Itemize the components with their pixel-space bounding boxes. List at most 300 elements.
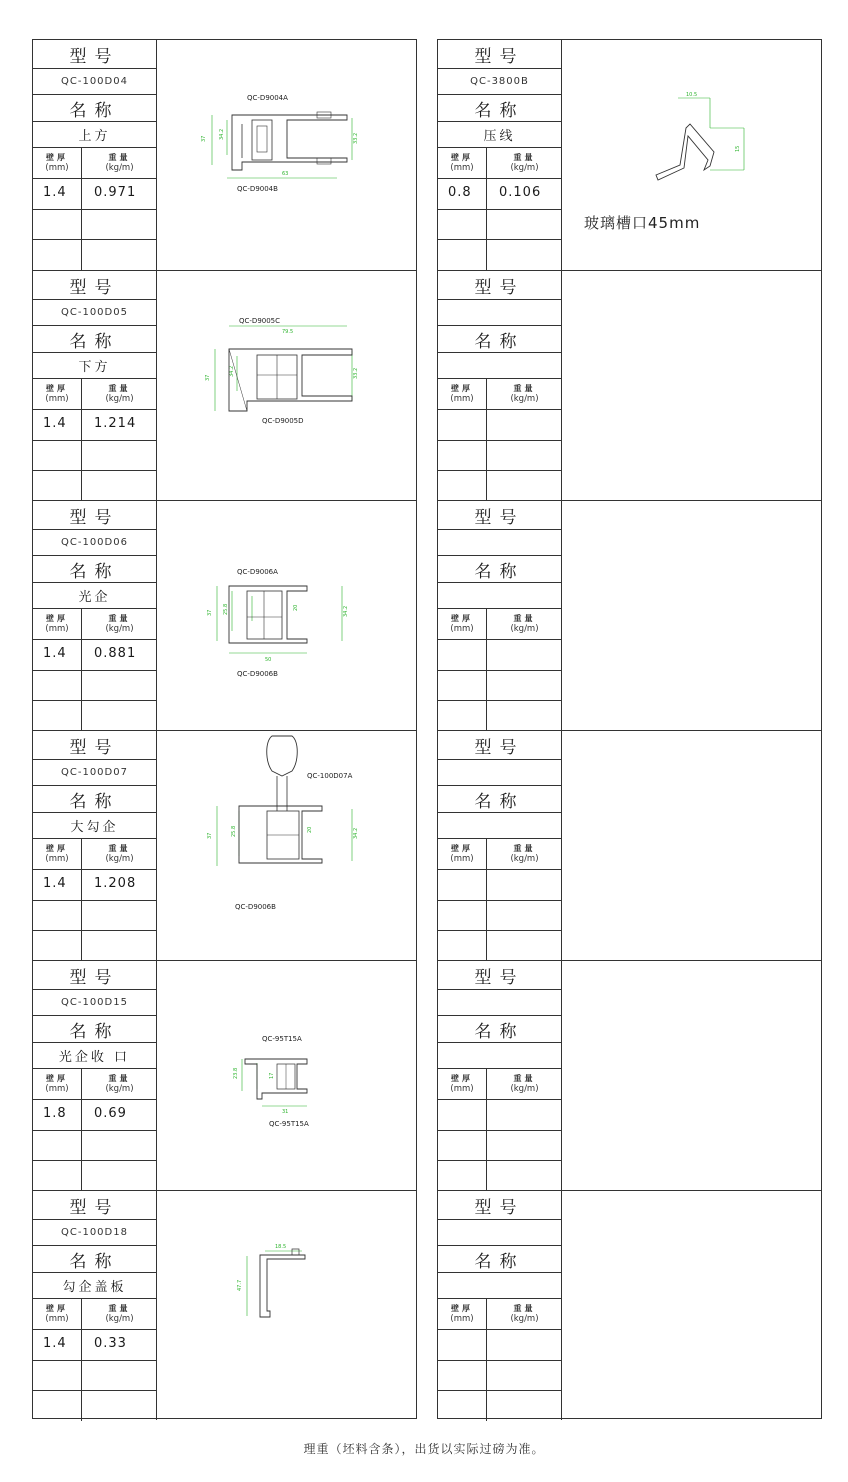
spec-empty-row [33,901,156,931]
name-label: 名称 [474,561,525,582]
thickness-cell [438,1069,487,1099]
spec-column [438,1191,562,1420]
thickness-header [33,383,81,405]
weight-title: 重量 [108,1074,131,1083]
thickness-unit: (mm) [45,1314,69,1324]
thickness-title: 壁厚 [451,844,473,853]
name-label: 名称 [69,791,120,812]
svg-text:34.2: 34.2 [343,605,349,617]
name-label-cell [438,556,561,583]
weight-cell [82,1361,157,1390]
thickness-title: 壁厚 [46,153,68,162]
weight-cell [82,931,157,961]
profile-drawing [562,271,821,500]
model-number: QC-3800B [470,76,529,87]
spec-column [438,501,562,730]
profile-cross-section [157,961,416,1190]
thickness-unit: (mm) [450,394,474,404]
weight-header [82,1303,157,1325]
thickness-header [438,613,486,635]
type-label-cell [33,501,156,530]
type-label-cell [438,501,561,530]
svg-text:17: 17 [269,1072,275,1079]
spec-empty-row [33,671,156,701]
weight-cell [82,1299,157,1329]
thickness-header [33,613,81,635]
name-label-cell [438,326,561,353]
svg-text:31: 31 [282,1109,289,1115]
thickness-cell [33,1361,82,1390]
weight-header [487,1303,562,1325]
profile-cross-section [157,40,416,269]
svg-text:10.5: 10.5 [686,92,698,98]
spec-empty-row [438,1391,561,1421]
thickness-title: 壁厚 [451,614,473,623]
thickness-cell [438,1299,487,1329]
profile-code-label: QC-D9006B [237,670,278,678]
thickness-cell [33,379,82,409]
name-label: 名称 [474,331,525,352]
weight-title: 重量 [513,1304,536,1313]
thickness-cell [33,471,82,501]
name-label: 名称 [69,561,120,582]
product-name-cell [438,122,561,148]
spec-empty-row [33,1391,156,1421]
name-label: 名称 [69,1021,120,1042]
profile-drawing [157,961,416,1190]
weight-cell [487,410,562,440]
weight-cell [82,839,157,869]
spec-empty-row [33,1131,156,1161]
thickness-header [33,1073,81,1095]
model-number: QC-100D06 [61,537,128,548]
product-name-cell [438,353,561,379]
type-label: 型号 [474,967,525,988]
thickness-cell [438,1161,487,1191]
left-product-card [33,500,416,730]
spec-value-row [438,410,561,441]
weight-value: 1.208 [94,876,137,891]
left-catalog-panel [32,39,417,1419]
spec-empty-row [33,441,156,471]
thickness-cell [33,179,82,209]
svg-text:23.8: 23.8 [233,1067,239,1079]
weight-cell [82,901,157,930]
weight-title: 重量 [108,384,131,393]
thickness-cell [33,410,82,440]
spec-header-row [438,1299,561,1330]
weight-cell [487,379,562,409]
thickness-title: 壁厚 [46,614,68,623]
thickness-cell [438,839,487,869]
spec-column [33,731,157,960]
spec-empty-row [438,1161,561,1191]
type-label: 型号 [474,277,525,298]
spec-header-row [438,148,561,179]
thickness-cell [33,931,82,961]
left-product-card [33,1190,416,1420]
thickness-header [438,843,486,865]
thickness-title: 壁厚 [451,1074,473,1083]
weight-title: 重量 [513,844,536,853]
svg-text:25.8: 25.8 [223,603,229,615]
profile-drawing [157,40,416,270]
thickness-header [33,843,81,865]
spec-value-row [438,1330,561,1361]
weight-cell [487,640,562,670]
weight-header [487,383,562,405]
weight-cell [82,701,157,731]
product-name-cell [33,813,156,839]
type-label: 型号 [69,46,120,67]
left-product-card [33,730,416,960]
profile-drawing [157,271,416,500]
svg-text:50: 50 [265,657,272,663]
weight-cell [487,1391,562,1421]
spec-header-row [438,1069,561,1100]
right-product-card [438,730,821,960]
profile-drawing [157,731,416,960]
left-product-card [33,960,416,1190]
thickness-unit: (mm) [45,854,69,864]
weight-header [487,1073,562,1095]
thickness-unit: (mm) [450,1314,474,1324]
thickness-header [33,152,81,174]
model-number-cell [33,1220,156,1246]
svg-text:20: 20 [293,604,299,611]
thickness-cell [438,379,487,409]
glass-groove-note: 玻璃槽口45mm [584,214,701,232]
type-label: 型号 [69,507,120,528]
spec-empty-row [438,901,561,931]
thickness-cell [438,210,487,239]
thickness-cell [33,701,82,731]
thickness-cell [438,1330,487,1360]
product-name: 下方 [78,360,111,375]
thickness-title: 壁厚 [46,1074,68,1083]
weight-header [82,843,157,865]
weight-title: 重量 [513,614,536,623]
weight-cell [487,1131,562,1160]
weight-cell [487,148,562,178]
thickness-cell [438,179,487,209]
thickness-cell [438,410,487,440]
weight-cell [487,870,562,900]
model-number-cell [438,990,561,1016]
name-label-cell [33,556,156,583]
spec-value-row [438,640,561,671]
model-number: QC-100D05 [61,307,128,318]
thickness-cell [33,240,82,270]
weight-cell [82,1330,157,1360]
thickness-unit: (mm) [450,854,474,864]
weight-cell [487,1161,562,1191]
spec-empty-row [33,471,156,501]
profile-drawing [562,961,821,1190]
svg-text:37: 37 [205,374,211,381]
spec-value-row [438,179,561,210]
profile-drawing [562,1191,821,1420]
thickness-value: 1.4 [43,646,67,661]
thickness-cell [438,1391,487,1421]
name-label-cell [438,1016,561,1043]
weight-cell [487,210,562,239]
thickness-cell [33,671,82,700]
spec-empty-row [438,931,561,961]
left-product-card [33,40,416,270]
thickness-title: 壁厚 [451,153,473,162]
profile-cross-section [562,40,821,269]
thickness-cell [438,148,487,178]
name-label: 名称 [474,791,525,812]
svg-text:20: 20 [307,826,313,833]
weight-header [82,1073,157,1095]
weight-header [487,613,562,635]
spec-header-row [33,1299,156,1330]
thickness-cell [438,441,487,470]
type-label: 型号 [69,277,120,298]
thickness-value: 1.4 [43,1336,67,1351]
thickness-cell [438,240,487,270]
weight-cell [82,1100,157,1130]
name-label: 名称 [474,1251,525,1272]
spec-header-row [438,379,561,410]
weight-value: 1.214 [94,416,137,431]
type-label: 型号 [69,737,120,758]
thickness-header [33,1303,81,1325]
thickness-cell [33,609,82,639]
profile-code-label: QC-D9004B [237,185,278,193]
weight-cell [82,1069,157,1099]
thickness-value: 0.8 [448,185,472,200]
svg-text:37: 37 [207,832,213,839]
svg-text:79.5: 79.5 [282,329,294,335]
type-label: 型号 [69,1197,120,1218]
name-label-cell [33,786,156,813]
weight-cell [487,931,562,961]
weight-cell [487,1299,562,1329]
weight-cell [487,1100,562,1130]
weight-cell [82,870,157,900]
product-name: 大勾企 [70,820,119,835]
model-number-cell [438,300,561,326]
thickness-title: 壁厚 [451,1304,473,1313]
model-number-cell [33,530,156,556]
spec-column [33,961,157,1190]
spec-empty-row [438,1131,561,1161]
spec-empty-row [438,441,561,471]
product-name-cell [438,1043,561,1069]
thickness-unit: (mm) [450,1084,474,1094]
spec-column [33,40,157,270]
name-label-cell [33,95,156,122]
spec-header-row [33,148,156,179]
model-number-cell [438,69,561,95]
thickness-cell [33,1100,82,1130]
weight-cell [82,1161,157,1191]
spec-empty-row [33,210,156,240]
weight-cell [82,640,157,670]
spec-empty-row [33,1161,156,1191]
spec-column [33,271,157,500]
type-label-cell [438,1191,561,1220]
weight-cell [82,609,157,639]
model-number-cell [33,760,156,786]
product-name-cell [33,1273,156,1299]
profile-code-label: QC-D9006B [235,903,276,911]
weight-value: 0.881 [94,646,137,661]
weight-cell [82,240,157,270]
weight-cell [82,1131,157,1160]
product-name-cell [33,122,156,148]
profile-cross-section [157,1191,416,1420]
weight-header [487,843,562,865]
thickness-cell [438,1131,487,1160]
spec-value-row [438,870,561,901]
spec-header-row [33,609,156,640]
type-label: 型号 [474,507,525,528]
weight-cell [487,471,562,501]
name-label: 名称 [69,1251,120,1272]
weight-cell [487,609,562,639]
thickness-header [438,152,486,174]
weight-unit: (kg/m) [510,1084,539,1094]
weight-cell [487,839,562,869]
thickness-cell [33,1391,82,1421]
thickness-cell [33,640,82,670]
spec-column [438,40,562,270]
weight-cell [82,379,157,409]
spec-column [33,501,157,730]
thickness-cell [438,1100,487,1130]
profile-code-label: QC-D9005D [262,417,304,425]
thickness-cell [33,210,82,239]
weight-header [82,152,157,174]
type-label-cell [438,40,561,69]
weight-cell [82,210,157,239]
name-label: 名称 [69,100,120,121]
weight-cell [82,471,157,501]
model-number-cell [33,69,156,95]
thickness-unit: (mm) [450,163,474,173]
weight-title: 重量 [108,153,131,162]
right-catalog-panel [437,39,822,1419]
weight-cell [487,901,562,930]
thickness-unit: (mm) [45,163,69,173]
thickness-value: 1.4 [43,416,67,431]
product-name-cell [33,1043,156,1069]
type-label-cell [33,1191,156,1220]
weight-title: 重量 [513,153,536,162]
weight-unit: (kg/m) [105,163,134,173]
left-product-card [33,270,416,500]
type-label-cell [438,961,561,990]
thickness-header [438,1073,486,1095]
weight-value: 0.971 [94,185,137,200]
svg-text:18.5: 18.5 [275,1244,287,1250]
profile-code-label: QC-D9005C [239,317,281,325]
spec-value-row [33,640,156,671]
profile-code-label: QC-D9006A [237,568,278,576]
thickness-cell [438,931,487,961]
product-name-cell [33,353,156,379]
thickness-unit: (mm) [450,624,474,634]
weight-cell [82,179,157,209]
right-product-card [438,1190,821,1420]
spec-column [438,271,562,500]
type-label: 型号 [474,1197,525,1218]
product-name: 压线 [483,129,516,144]
thickness-value: 1.4 [43,185,67,200]
product-name-cell [438,1273,561,1299]
name-label-cell [438,786,561,813]
spec-column [438,961,562,1190]
thickness-cell [33,1161,82,1191]
profile-drawing [562,731,821,960]
profile-drawing [562,501,821,730]
model-number-cell [438,530,561,556]
model-number-cell [33,300,156,326]
weight-value: 0.106 [499,185,542,200]
model-number: QC-100D18 [61,1227,128,1238]
weight-cell [487,701,562,731]
model-number: QC-100D15 [61,997,128,1008]
spec-header-row [33,839,156,870]
weight-unit: (kg/m) [105,394,134,404]
thickness-header [438,383,486,405]
name-label-cell [33,326,156,353]
weight-cell [82,441,157,470]
spec-header-row [33,1069,156,1100]
type-label: 型号 [474,46,525,67]
profile-cross-section [157,271,416,500]
model-number: QC-100D07 [61,767,128,778]
thickness-unit: (mm) [45,394,69,404]
weight-cell [487,1330,562,1360]
product-name: 光企 [78,590,111,605]
svg-text:25.8: 25.8 [231,825,237,837]
weight-cell [487,179,562,209]
weight-cell [487,671,562,700]
product-name: 上方 [78,129,111,144]
weight-header [82,383,157,405]
spec-column [438,731,562,960]
spec-empty-row [33,701,156,731]
thickness-title: 壁厚 [451,384,473,393]
weight-unit: (kg/m) [510,854,539,864]
name-label: 名称 [474,100,525,121]
thickness-cell [33,148,82,178]
spec-header-row [438,609,561,640]
spec-empty-row [438,701,561,731]
thickness-cell [33,1299,82,1329]
spec-header-row [33,379,156,410]
weight-unit: (kg/m) [510,624,539,634]
thickness-cell [438,701,487,731]
type-label: 型号 [69,967,120,988]
profile-drawing [562,40,821,270]
weight-cell [487,240,562,270]
name-label-cell [438,1246,561,1273]
spec-value-row [33,179,156,210]
spec-column [33,1191,157,1420]
thickness-cell [33,1330,82,1360]
profile-cross-section [157,731,416,960]
thickness-cell [438,671,487,700]
weight-unit: (kg/m) [105,854,134,864]
weight-cell [487,1069,562,1099]
thickness-cell [438,471,487,501]
